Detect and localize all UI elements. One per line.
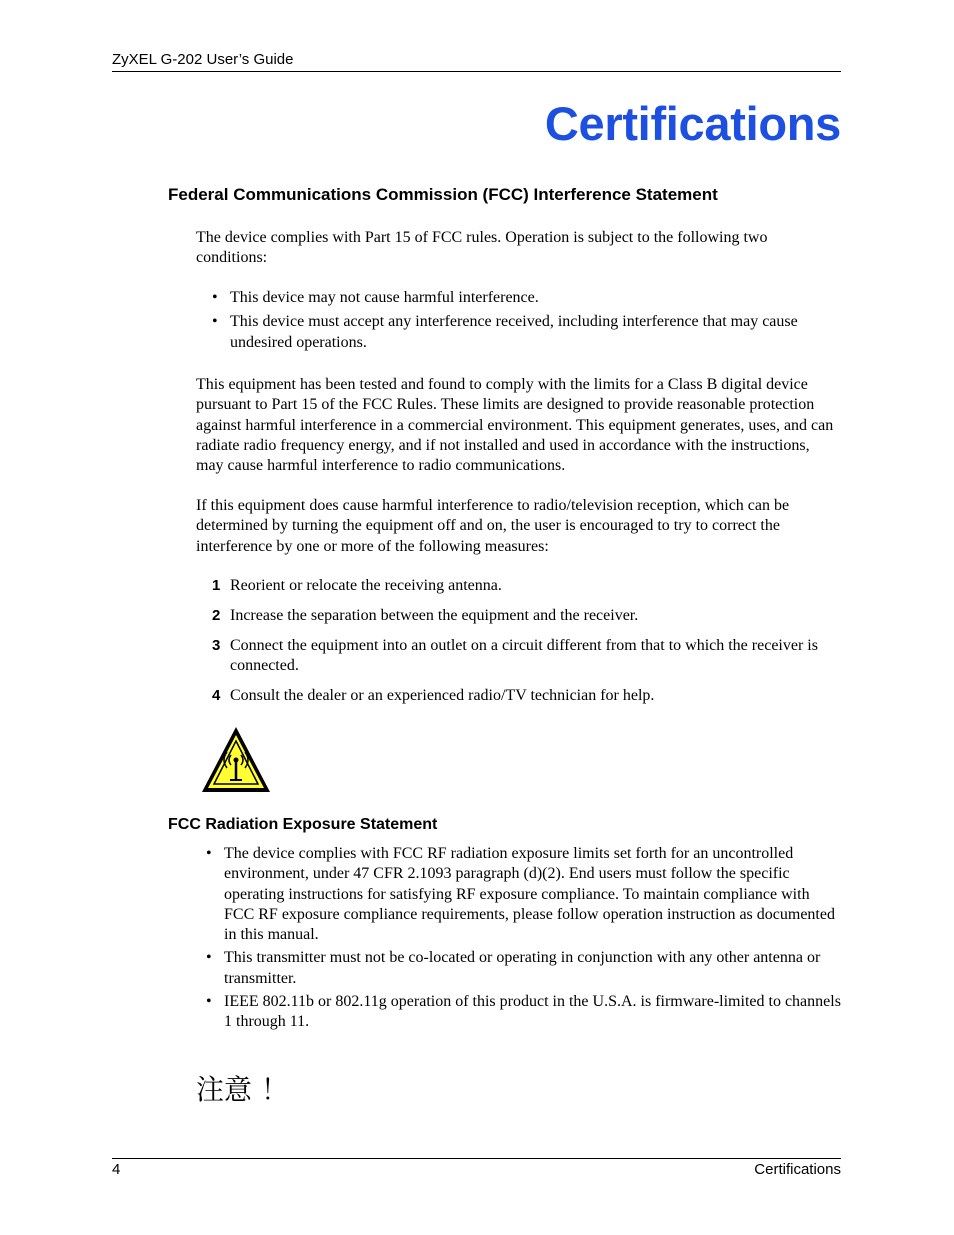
page-number: 4 xyxy=(112,1161,121,1178)
fcc-intro-paragraph: The device complies with Part 15 of FCC rules. Operation is subject to the following two conditions: xyxy=(196,229,768,267)
list-item-text: IEEE 802.11b or 802.11g operation of this product in the U.S.A. is firmware-limited to channels 1 through 11. xyxy=(224,993,841,1031)
radiation-heading: FCC Radiation Exposure Statement xyxy=(168,816,438,833)
list-item xyxy=(212,606,841,626)
list-item: • IEEE 802.11b or 802.11g operation of this product in the U.S.A. is firmware-limited to channels 1 through 11. xyxy=(206,993,841,1031)
chinese-notice-heading: 注意 ！ xyxy=(196,1073,289,1106)
running-header: ZyXEL G-202 User’s Guide xyxy=(112,51,294,68)
fcc-heading: Federal Communications Commission (FCC) Interference Statement xyxy=(168,185,718,204)
step-text: Increase the separation between the equipment and the receiver. xyxy=(230,606,639,624)
list-item: • This device may not cause harmful interference. xyxy=(212,289,539,306)
list-item xyxy=(212,636,841,677)
step-number: 3 xyxy=(212,636,221,654)
list-item-text: This device may not cause harmful interference. xyxy=(230,289,539,306)
list-item-text: This device must accept any interference received, including interference that may cause undesired operations. xyxy=(230,313,798,351)
list-item: • The device complies with FCC RF radiation exposure limits set forth for an uncontrolled environment, under 47 CFR 2.1093 paragraph (d)(2). End users must follow the specific operating instructions for satisfying RF exposure compliance. To maintain compliance with FCC RF exposure compliance requirements, please follow operation instruction as documented in this manual. xyxy=(206,845,835,944)
list-item: • This transmitter must not be co-located or operating in conjunction with any other antenna or transmitter. xyxy=(206,949,821,987)
step-number: 4 xyxy=(212,687,221,705)
fcc-measures-list xyxy=(212,576,841,716)
step-number: 1 xyxy=(212,577,221,594)
fcc-conditions-list xyxy=(212,288,841,357)
step-text: Consult the dealer or an experienced radio/TV technician for help. xyxy=(230,687,655,705)
step-number: 2 xyxy=(212,606,221,624)
list-item: • This device must accept any interference received, including interference that may cause undesired operations. xyxy=(212,313,798,351)
list-item-text: The device complies with FCC RF radiation exposure limits set forth for an uncontrolled environment, under 47 CFR 2.1093 paragraph (d)(2). End users must follow the specific operating instructions for satisfying RF exposure compliance. To maintain compliance with FCC RF exposure compliance requirements, please follow operation instruction as documented in this manual. xyxy=(224,845,835,944)
footer-section-title: Certifications xyxy=(754,1161,841,1178)
fcc-class-b-paragraph: This equipment has been tested and found to comply with the limits for a Class B digital device pursuant to Part 15 of the FCC Rules. These limits are designed to provide reasonable protection against harmful interference in a commercial environment. This equipment generates, uses, and can radiate radio frequency energy, and if not installed and used in accordance with the instructions, may cause harmful interference to radio communications. xyxy=(196,376,834,475)
fcc-measures-intro-paragraph: If this equipment does cause harmful interference to radio/television reception, which can be determined by turning the equipment off and on, the user is encouraged to try to correct the interference by one or more of the following measures: xyxy=(196,497,790,555)
step-text: Connect the equipment into an outlet on a circuit different from that to which the receiver is connected. xyxy=(230,636,818,675)
list-item-text: This transmitter must not be co-located or operating in conjunction with any other antenna or transmitter. xyxy=(224,949,821,987)
footer-rule xyxy=(112,1158,841,1159)
step-text: Reorient or relocate the receiving antenna. xyxy=(230,577,502,594)
page-title: Certifications xyxy=(544,97,841,150)
radiation-warning-icon xyxy=(200,724,272,796)
radiation-list xyxy=(206,844,841,1036)
list-item xyxy=(212,686,841,706)
header-rule xyxy=(112,71,841,72)
list-item xyxy=(212,576,841,596)
